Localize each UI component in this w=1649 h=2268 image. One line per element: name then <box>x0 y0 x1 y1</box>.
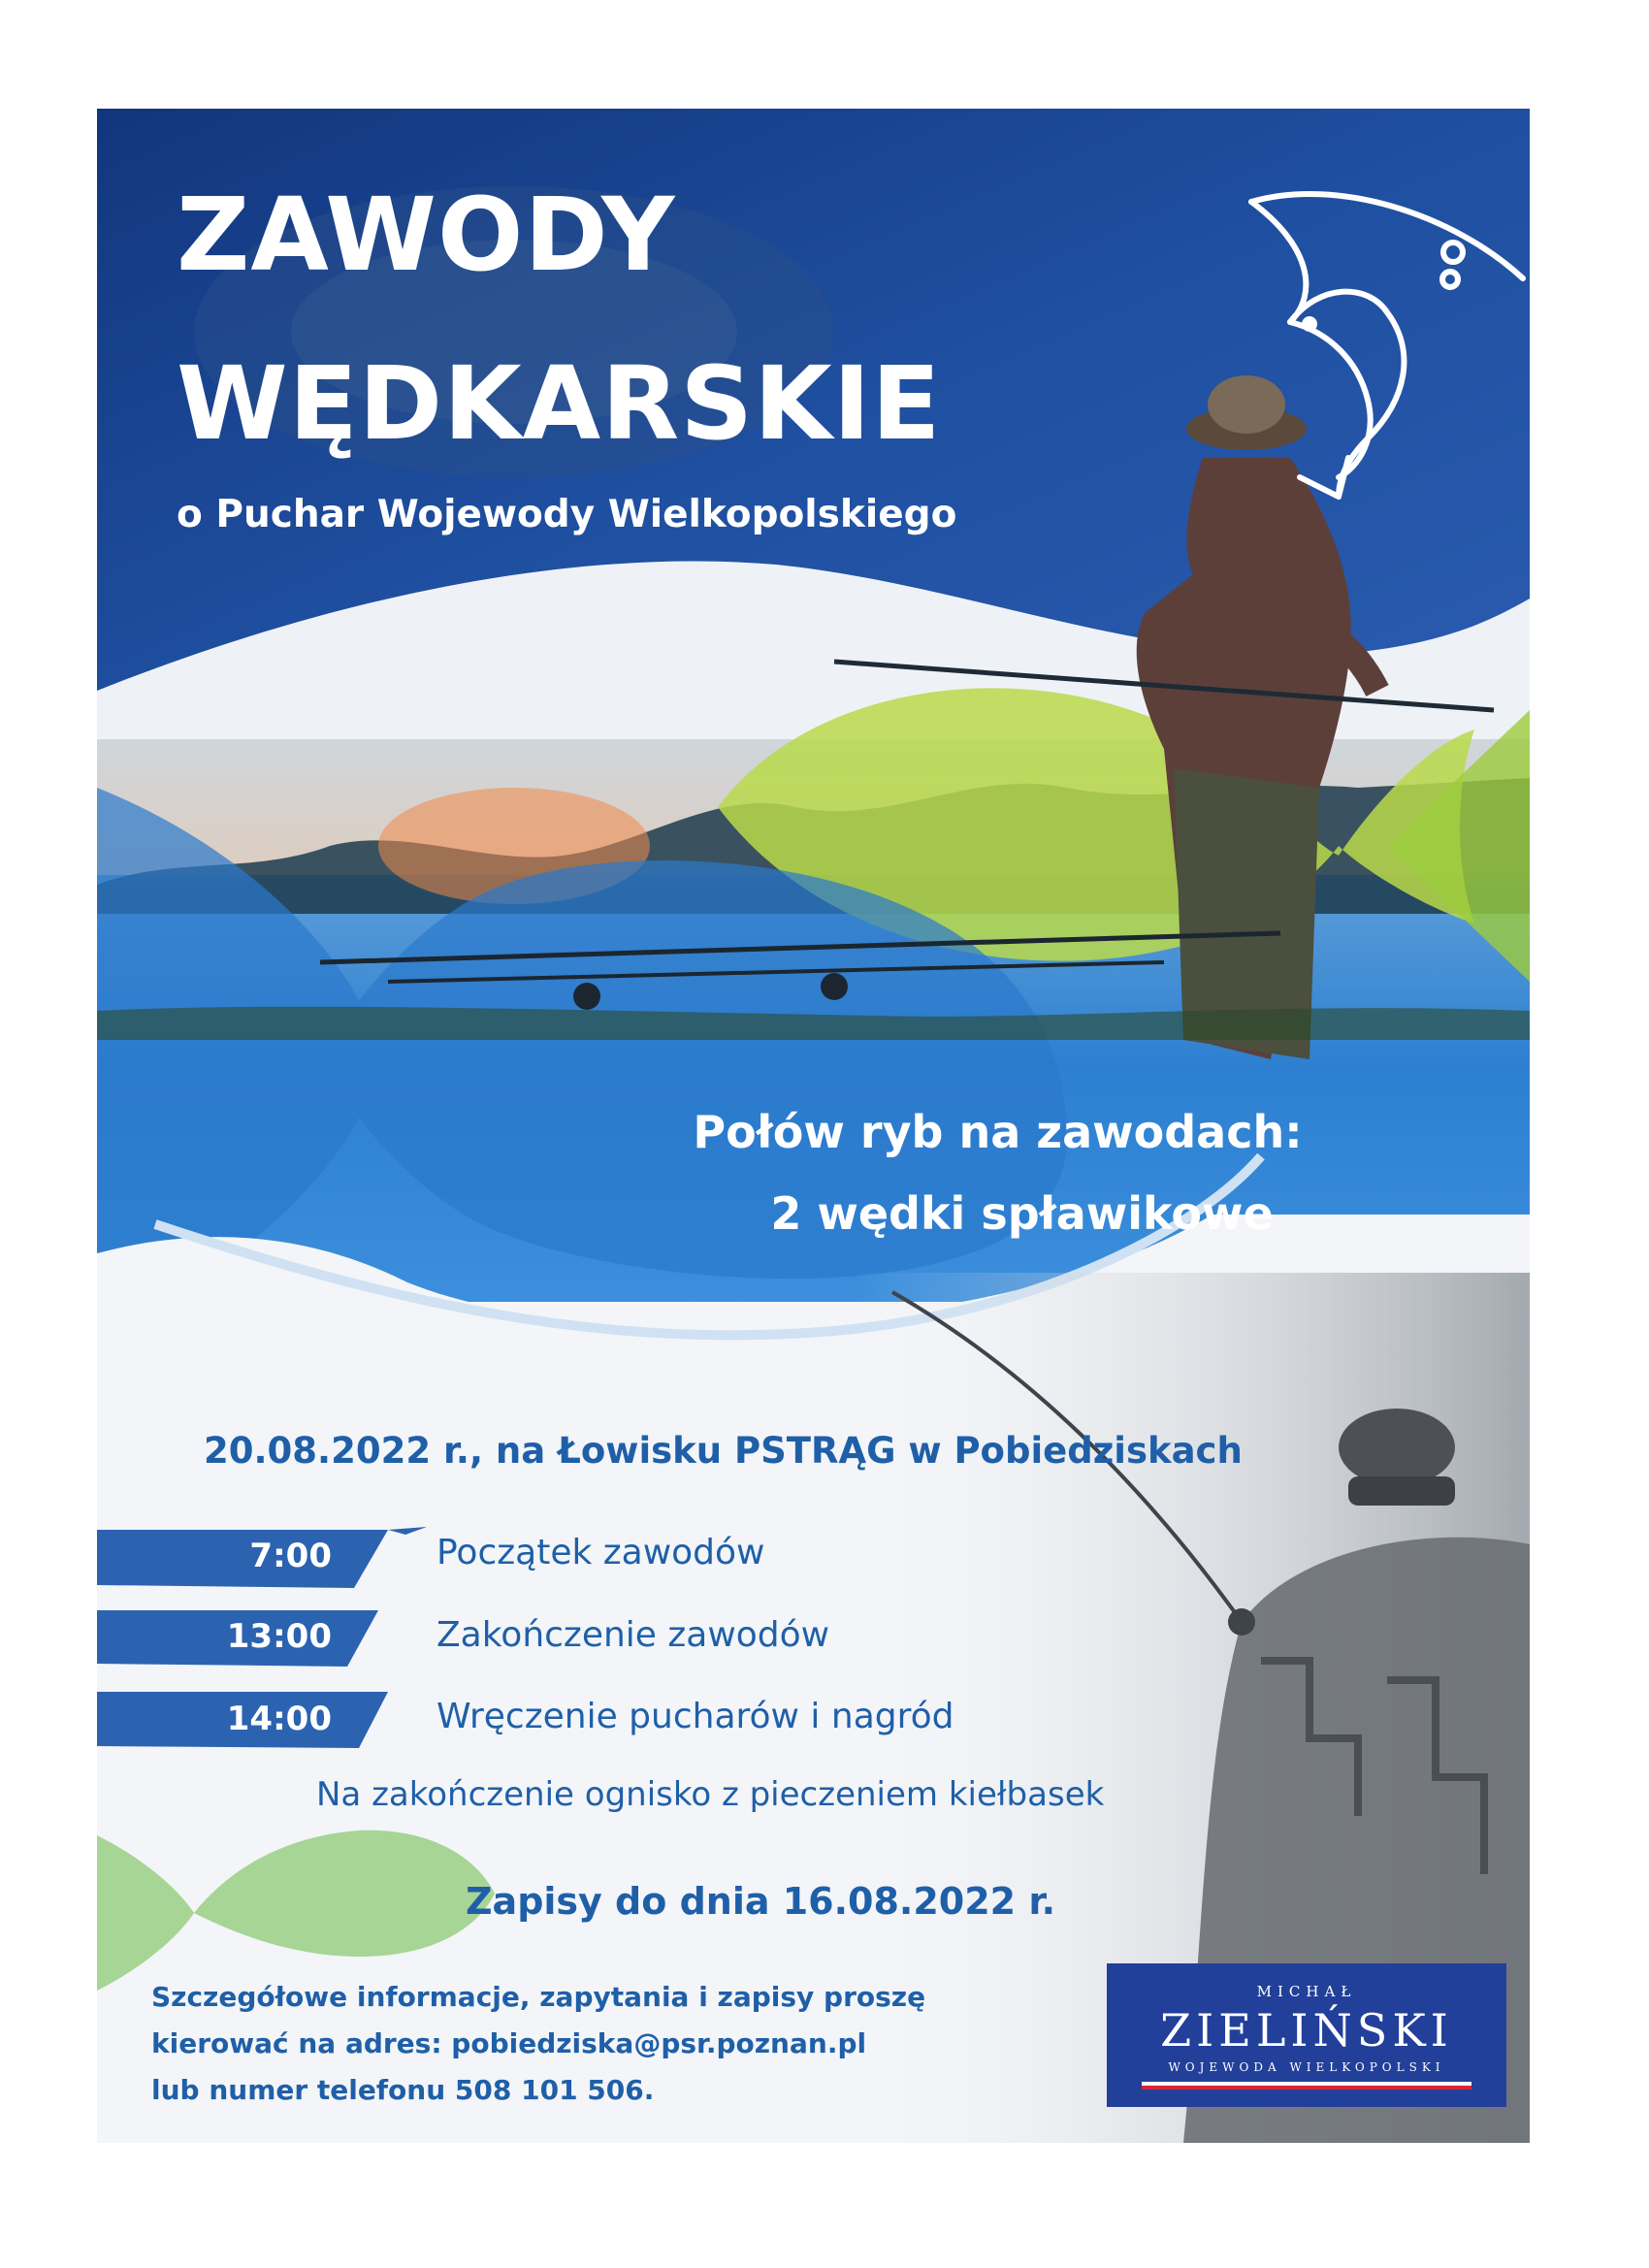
logo-first-name: MICHAŁ <box>1256 1983 1357 2000</box>
flag-stripe-red <box>1142 2086 1471 2090</box>
contact-line-1: Szczegółowe informacje, zapytania i zapisy proszę <box>151 1981 926 2013</box>
logo-surname: ZIELIŃSKI <box>1160 2004 1453 2057</box>
subtitle: o Puchar Wojewody Wielkopolskiego <box>177 493 957 536</box>
event-date-place: 20.08.2022 r., na Łowisku PSTRĄG w Pobiedziskach <box>204 1430 1243 1472</box>
voivode-logo <box>1107 1963 1506 2107</box>
logo-title: WOJEWODA WIELKOPOLSKI <box>1168 2060 1445 2074</box>
schedule-time-2: 13:00 <box>226 1617 332 1656</box>
schedule-label-3: Wręczenie pucharów i nagród <box>436 1697 954 1736</box>
schedule-label-1: Początek zawodów <box>436 1533 765 1572</box>
closing-note: Na zakończenie ognisko z pieczeniem kiełbasek <box>316 1775 1105 1814</box>
title-line-1: ZAWODY <box>177 176 676 294</box>
registration-deadline: Zapisy do dnia 16.08.2022 r. <box>466 1880 1056 1923</box>
schedule-time-3: 14:00 <box>226 1700 332 1738</box>
catch-line-1: Połów ryb na zawodach: <box>693 1106 1303 1158</box>
fish-shape-icon <box>97 109 1530 2143</box>
poster <box>97 109 1530 2143</box>
contact-line-3: lub numer telefonu 508 101 506. <box>151 2074 655 2106</box>
schedule-label-2: Zakończenie zawodów <box>436 1615 830 1655</box>
catch-line-2: 2 wędki spławikowe <box>770 1187 1274 1240</box>
contact-line-2: kierować na adres: pobiedziska@psr.poznan.pl <box>151 2027 867 2059</box>
title-line-2: WĘDKARSKIE <box>177 344 942 463</box>
schedule-time-1: 7:00 <box>249 1537 332 1575</box>
